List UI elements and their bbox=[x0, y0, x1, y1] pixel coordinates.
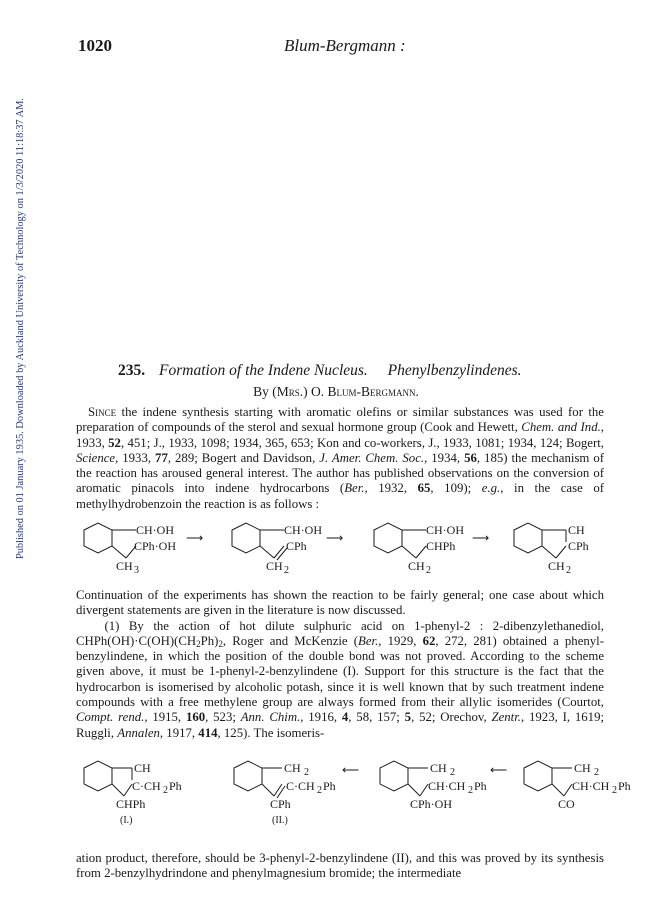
svg-text:Ph: Ph bbox=[169, 779, 182, 793]
reaction-scheme-1 bbox=[76, 522, 604, 584]
svg-text:Ph: Ph bbox=[323, 779, 336, 793]
svg-text:2: 2 bbox=[594, 767, 599, 778]
s4-bot: CH bbox=[548, 559, 565, 573]
s2-bot: CH bbox=[266, 559, 283, 573]
s2-mid: CPh bbox=[286, 539, 307, 553]
structure-2 bbox=[232, 523, 322, 576]
svg-text:2: 2 bbox=[450, 767, 455, 778]
svg-text:2: 2 bbox=[566, 565, 571, 576]
s1-top: CH·OH bbox=[136, 523, 174, 537]
structure-III bbox=[380, 761, 487, 811]
structure-IV bbox=[524, 761, 631, 811]
structure-1 bbox=[84, 523, 176, 576]
label-I: (I.) bbox=[120, 815, 133, 826]
running-title: Blum-Bergmann : bbox=[284, 36, 406, 55]
s1-bot: CH bbox=[116, 559, 133, 573]
IV-bot: CO bbox=[558, 797, 575, 811]
page-number: 1020 bbox=[78, 36, 112, 55]
svg-text:2: 2 bbox=[284, 565, 289, 576]
svg-text:2: 2 bbox=[163, 785, 168, 796]
arrow-2: ⟶ bbox=[326, 531, 344, 545]
author-name: (Mrs.) O. Blum-Bergmann. bbox=[272, 384, 419, 399]
s1-mid: CPh·OH bbox=[134, 539, 177, 553]
II-mid: C·CH bbox=[286, 779, 315, 793]
III-top: CH bbox=[430, 761, 447, 775]
I-mid: C·CH bbox=[132, 779, 161, 793]
provenance-text: Published on 01 January 1935. Downloaded by Auckland University of Technology on 1/3/2020 11:18:37 AM. bbox=[15, 98, 26, 560]
II-top: CH bbox=[284, 761, 301, 775]
byline-by: By bbox=[253, 384, 269, 399]
article-title bbox=[118, 362, 522, 380]
author-byline bbox=[0, 384, 672, 400]
s2-top: CH·OH bbox=[284, 523, 322, 537]
s3-mid: CHPh bbox=[426, 539, 456, 553]
title-main: Formation of the Indene Nucleus. bbox=[159, 362, 368, 379]
s4-top: CH bbox=[568, 523, 585, 537]
svg-text:Ph: Ph bbox=[618, 779, 631, 793]
svg-text:2: 2 bbox=[426, 565, 431, 576]
s3-top: CH·OH bbox=[426, 523, 464, 537]
arrow-back-2: ⟵ bbox=[490, 763, 508, 777]
svg-text:2: 2 bbox=[317, 785, 322, 796]
III-mid: CH·CH bbox=[428, 779, 466, 793]
IV-top: CH bbox=[574, 761, 591, 775]
scheme-2-structures bbox=[76, 760, 631, 846]
scheme-1-structures bbox=[76, 522, 604, 584]
arrow-3: ⟶ bbox=[472, 531, 490, 545]
reaction-scheme-2 bbox=[76, 760, 631, 846]
s4-mid: CPh bbox=[568, 539, 589, 553]
svg-text:2: 2 bbox=[468, 785, 473, 796]
paragraph-body: Continuation of the experiments has shown the reaction to be fairly general; one case about which divergent statements are given in the literature is now discussed. (1) By the action of hot dilute sulphuric acid on 1-phenyl-2 : 2-dibenzylethanediol, $CHPh(OH)\cdot C(OH)(CH_2Ph)_2$, Roger and McKenzie (Ber., 1929, 62, 272, 281) obtained a phenyl-benzylindene, in which the position of the double bond was not proved. According to the scheme given above, it must be 1-phenyl-2-benzylindene (I). Support for this structure is the fact that the hydrocarbon is isomerised by alcoholic potash, since it is well known that by such treatment indene compounds with a free methylene group are always formed from their allylic isomerides (Courtot, Compt. rend., 1915, 160, 523; Ann. Chim., 1916, 4, 58, 157; 5, 52; Orechov, Zentr., 1923, I, 1619; Ruggli, Annalen, 1917, 414, 125). The isomeris- bbox=[76, 588, 605, 740]
I-top: CH bbox=[134, 761, 151, 775]
s3-bot: CH bbox=[408, 559, 425, 573]
svg-text:2: 2 bbox=[304, 767, 309, 778]
II-bot: CPh bbox=[270, 797, 291, 811]
title-sub: Phenylbenzylindenes. bbox=[387, 362, 522, 379]
structure-I bbox=[84, 761, 182, 826]
structure-II bbox=[234, 761, 336, 826]
arrow-back-1: ⟵ bbox=[342, 763, 360, 777]
IV-mid: CH·CH bbox=[572, 779, 610, 793]
label-II: (II.) bbox=[272, 815, 288, 826]
paragraph-intro: Since the indene synthesis starting with aromatic olefins or similar substances was used for the preparation of compounds of the sterol and sexual hormone group (Cook and Hewett, Chem. and Ind., 1933, 52, 451; J., 1933, 1098; 1934, 365, 653; Kon and co-workers, J., 1933, 1081; 1934, 124; Bogert, Science, 1933, 77, 289; Bogert and Davidson, J. Amer. Chem. Soc., 1934, 56, 185) the mechanism of the reaction has aroused general interest. The author has published observations on the conversion of aromatic pinacols into indene hydrocarbons (Ber., 1932, 65, 109); e.g., in the case of methylhydrobenzoin the reaction is as follows : bbox=[76, 405, 605, 511]
structure-4 bbox=[514, 523, 589, 576]
paragraph-continued: ation product, therefore, should be 3-phenyl-2-benzylindene (II), and this was proved by its synthesis from 2-benzylhydrindone and phenylmagnesium bromide; the intermediate bbox=[76, 851, 604, 881]
article-number: 235. bbox=[118, 362, 146, 379]
I-bot: CHPh bbox=[116, 797, 146, 811]
svg-text:2: 2 bbox=[612, 785, 617, 796]
svg-text:Ph: Ph bbox=[474, 779, 487, 793]
provenance-sidebar bbox=[2, 98, 26, 578]
structure-3 bbox=[374, 523, 464, 576]
svg-text:3: 3 bbox=[134, 565, 139, 576]
III-bot: CPh·OH bbox=[410, 797, 453, 811]
arrow-1: ⟶ bbox=[186, 531, 204, 545]
